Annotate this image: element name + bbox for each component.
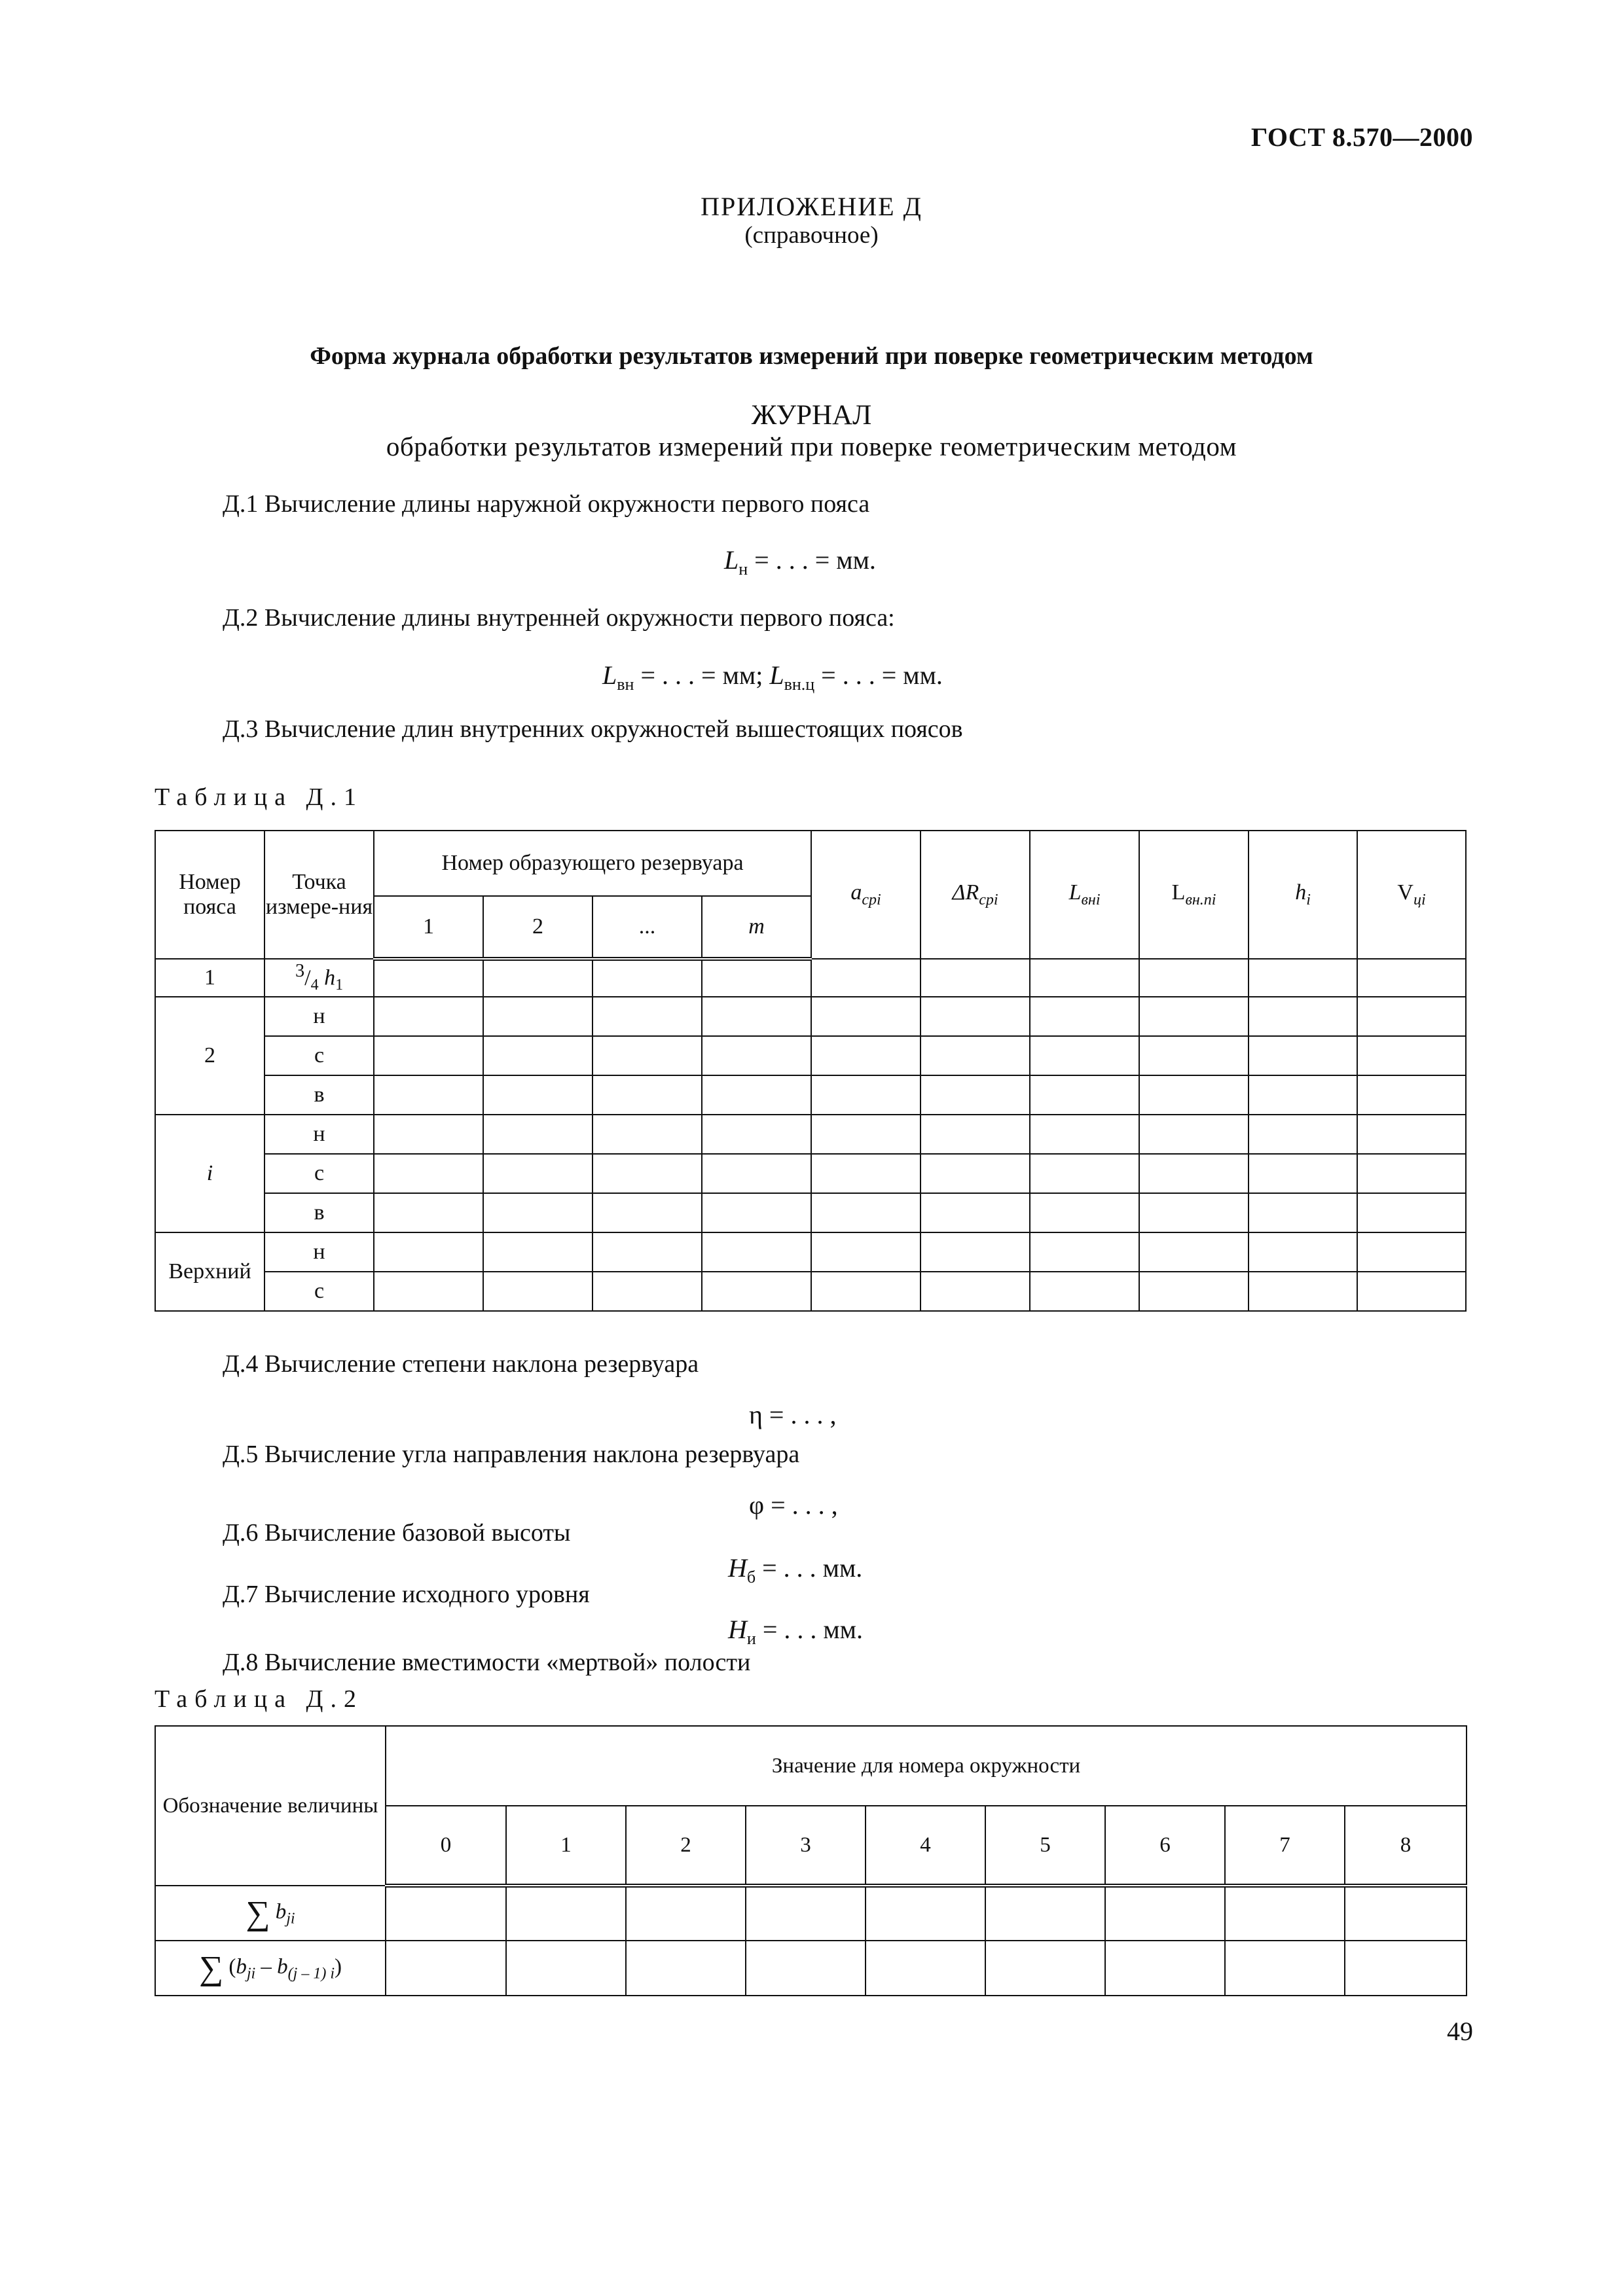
data-cell[interactable] [1357, 1272, 1466, 1311]
data-cell[interactable] [483, 1193, 593, 1232]
data-cell[interactable] [1357, 1193, 1466, 1232]
header-symbol: a [850, 880, 862, 905]
point-cell: н [264, 997, 374, 1036]
formula-symbol: L [724, 545, 739, 575]
data-cell[interactable] [1030, 1036, 1139, 1075]
formula-rest: = . . . мм. [756, 1553, 863, 1583]
data-cell[interactable] [374, 1272, 483, 1311]
formula-symbol: H [728, 1615, 747, 1644]
header-circle-col: 8 [1345, 1806, 1467, 1886]
data-cell[interactable] [483, 997, 593, 1036]
data-cell[interactable] [921, 997, 1030, 1036]
data-cell[interactable] [921, 1232, 1030, 1272]
header-generatrix-col: ... [593, 896, 702, 959]
formula-l-outer [724, 545, 876, 579]
page-number: 49 [1447, 2017, 1473, 2046]
quantity-sum-b-diff [155, 1941, 386, 1996]
data-cell[interactable] [1249, 959, 1357, 997]
header-circle-col: 7 [1225, 1806, 1345, 1886]
sum-symbol: ∑ [246, 1894, 270, 1932]
data-cell[interactable] [1030, 997, 1139, 1036]
data-cell[interactable] [593, 1154, 702, 1193]
data-cell[interactable] [866, 1886, 985, 1941]
data-cell[interactable] [1249, 1075, 1357, 1115]
header-h [1249, 831, 1357, 959]
data-cell[interactable] [921, 1115, 1030, 1154]
fraction-numerator: 3 [295, 961, 305, 982]
data-cell[interactable] [1139, 1075, 1249, 1115]
data-cell[interactable] [1249, 1232, 1357, 1272]
data-cell[interactable] [374, 1036, 483, 1075]
header-circle-col: 2 [626, 1806, 746, 1886]
header-circle-col: 5 [985, 1806, 1105, 1886]
belt-cell: 2 [155, 997, 264, 1115]
data-cell[interactable] [921, 1036, 1030, 1075]
appendix-subtitle: (справочное) [744, 222, 879, 249]
data-cell[interactable] [1139, 1115, 1249, 1154]
table2-caption: Таблица Д.2 [155, 1685, 363, 1713]
formula-subscript: н [739, 560, 748, 579]
data-cell[interactable] [1105, 1886, 1225, 1941]
data-cell[interactable] [1357, 997, 1466, 1036]
table1-caption: Таблица Д.1 [155, 783, 363, 811]
data-cell[interactable] [702, 1036, 811, 1075]
formula-phi: φ = . . . , [749, 1490, 838, 1520]
data-cell[interactable] [593, 997, 702, 1036]
point-cell: с [264, 1036, 374, 1075]
header-subscript: i [1306, 891, 1311, 908]
formula-rest: = . . . = мм. [814, 660, 943, 690]
formula-rest: = . . . = мм; [634, 660, 770, 690]
header-circle-col: 3 [746, 1806, 866, 1886]
data-cell[interactable] [1357, 1036, 1466, 1075]
data-cell[interactable] [921, 1272, 1030, 1311]
quantity-symbol: b [275, 1899, 287, 1924]
belt-cell: Верхний [155, 1232, 264, 1311]
data-cell[interactable] [593, 1272, 702, 1311]
header-belt-number: Номер пояса [155, 831, 264, 959]
standard-number: ГОСТ 8.570—2000 [1250, 122, 1473, 152]
data-cell[interactable] [1357, 1154, 1466, 1193]
point-cell: в [264, 1193, 374, 1232]
formula-l-inner [602, 660, 943, 694]
formula-h-base [728, 1552, 862, 1587]
data-cell[interactable] [374, 1075, 483, 1115]
paren-close: ) [335, 1954, 342, 1979]
formula-h-initial [728, 1614, 863, 1649]
journal-subtitle: обработки результатов измерений при поверке геометрическим методом [386, 431, 1237, 461]
data-cell[interactable] [811, 1036, 921, 1075]
formula-rest: = . . . = мм. [748, 545, 876, 575]
fraction-denominator: 4 [310, 977, 319, 994]
data-cell[interactable] [921, 1154, 1030, 1193]
formula-symbol: L [769, 660, 784, 690]
data-cell[interactable] [811, 1272, 921, 1311]
point-symbol: h [324, 965, 336, 990]
header-measure-point: Точка измере-ния [264, 831, 374, 959]
data-cell[interactable] [1357, 959, 1466, 997]
data-cell[interactable] [1139, 1036, 1249, 1075]
data-cell[interactable] [702, 1154, 811, 1193]
sum-symbol: ∑ [199, 1949, 224, 1987]
data-cell[interactable] [811, 1232, 921, 1272]
header-generatrix-col: 2 [483, 896, 593, 959]
data-cell[interactable] [1030, 1272, 1139, 1311]
data-cell[interactable] [483, 1232, 593, 1272]
data-cell[interactable] [483, 959, 593, 997]
header-subscript: цi [1413, 891, 1426, 908]
section-d1: Д.1 Вычисление длины наружной окружности первого пояса [223, 490, 870, 518]
data-cell[interactable] [374, 959, 483, 997]
data-cell[interactable] [811, 997, 921, 1036]
data-cell[interactable] [702, 1115, 811, 1154]
header-circle-values: Значение для номера окружности [386, 1726, 1467, 1806]
data-cell[interactable] [506, 1886, 626, 1941]
section-d5: Д.5 Вычисление угла направления наклона резервуара [223, 1441, 800, 1468]
formula-eta: η = . . . , [749, 1400, 837, 1429]
quantity-sum-b [155, 1886, 386, 1941]
data-cell[interactable] [374, 1154, 483, 1193]
form-title: Форма журнала обработки результатов измерений при поверке геометрическим методом [310, 342, 1313, 370]
data-cell[interactable] [483, 1075, 593, 1115]
header-a-cp [811, 831, 921, 959]
data-cell[interactable] [811, 1075, 921, 1115]
header-l-vn-p [1139, 831, 1249, 959]
data-cell[interactable] [374, 1115, 483, 1154]
data-cell[interactable] [1139, 1154, 1249, 1193]
data-cell[interactable] [593, 1193, 702, 1232]
data-cell[interactable] [1249, 1193, 1357, 1232]
data-cell[interactable] [1139, 1232, 1249, 1272]
header-circle-col: 0 [386, 1806, 506, 1886]
header-generatrix-number: Номер образующего резервуара [374, 831, 811, 896]
section-d6: Д.6 Вычисление базовой высоты [223, 1519, 571, 1547]
data-cell[interactable] [1357, 1115, 1466, 1154]
data-cell[interactable] [1139, 997, 1249, 1036]
data-cell[interactable] [1249, 1272, 1357, 1311]
quantity-subscript: ji [286, 1910, 295, 1928]
data-cell[interactable] [811, 1193, 921, 1232]
data-cell[interactable] [702, 997, 811, 1036]
quantity-symbol: b [236, 1954, 247, 1979]
data-cell[interactable] [483, 1036, 593, 1075]
header-delta-r [921, 831, 1030, 959]
point-cell: в [264, 1075, 374, 1115]
data-cell[interactable] [1249, 1036, 1357, 1075]
header-circle-col: 6 [1105, 1806, 1225, 1886]
paren-open: ( [223, 1954, 236, 1979]
data-cell[interactable] [746, 1941, 866, 1996]
point-cell: с [264, 1154, 374, 1193]
data-cell[interactable] [1030, 959, 1139, 997]
table-d2 [155, 1725, 1467, 1996]
data-cell[interactable] [746, 1886, 866, 1941]
point-cell: с [264, 1272, 374, 1311]
header-subscript: срi [862, 891, 881, 908]
data-cell[interactable] [593, 1115, 702, 1154]
data-cell[interactable] [921, 1193, 1030, 1232]
data-cell[interactable] [483, 1154, 593, 1193]
header-subscript: вн.пi [1185, 891, 1216, 908]
data-cell[interactable] [1225, 1941, 1345, 1996]
data-cell[interactable] [1139, 1272, 1249, 1311]
section-d2: Д.2 Вычисление длины внутренней окружности первого пояса: [223, 604, 895, 632]
data-cell[interactable] [702, 1232, 811, 1272]
header-symbol: ΔR [952, 880, 979, 905]
data-cell[interactable] [483, 1272, 593, 1311]
data-cell[interactable] [374, 1232, 483, 1272]
header-symbol: L [1171, 880, 1186, 905]
quantity-subscript: ji [246, 1965, 256, 1982]
data-cell[interactable] [1345, 1941, 1467, 1996]
formula-subscript: вн [617, 675, 634, 694]
data-cell[interactable] [1030, 1232, 1139, 1272]
data-cell[interactable] [593, 1232, 702, 1272]
data-cell[interactable] [1345, 1886, 1467, 1941]
data-cell[interactable] [374, 997, 483, 1036]
point-cell: $^3/_4$ $h_1$ [264, 959, 374, 997]
formula-subscript: и [746, 1629, 756, 1648]
point-subscript: 1 [335, 977, 344, 994]
header-symbol: L [1068, 880, 1082, 905]
formula-symbol: H [728, 1553, 747, 1583]
data-cell[interactable] [921, 959, 1030, 997]
header-circle-col: 4 [866, 1806, 985, 1886]
header-symbol: h [1295, 880, 1307, 905]
header-generatrix-col: m [702, 896, 811, 959]
formula-rest: = . . . мм. [756, 1615, 863, 1644]
header-v [1357, 831, 1466, 959]
data-cell[interactable] [386, 1941, 506, 1996]
appendix-title: ПРИЛОЖЕНИЕ Д [701, 192, 922, 221]
data-cell[interactable] [386, 1886, 506, 1941]
header-quantity: Обозначение величины [155, 1726, 386, 1886]
quantity-symbol: b [277, 1954, 288, 1979]
data-cell[interactable] [483, 1115, 593, 1154]
data-cell[interactable] [702, 1193, 811, 1232]
data-cell[interactable] [593, 1036, 702, 1075]
section-d3: Д.3 Вычисление длин внутренних окружностей вышестоящих поясов [223, 715, 963, 743]
section-d7: Д.7 Вычисление исходного уровня [223, 1581, 590, 1608]
data-cell[interactable] [985, 1941, 1105, 1996]
header-circle-col: 1 [506, 1806, 626, 1886]
header-subscript: срi [979, 891, 998, 908]
data-cell[interactable] [1105, 1941, 1225, 1996]
minus-sign: – [255, 1954, 278, 1979]
formula-subscript: б [746, 1568, 756, 1587]
data-cell[interactable] [702, 959, 811, 997]
data-cell[interactable] [1030, 1075, 1139, 1115]
data-cell[interactable] [1225, 1886, 1345, 1941]
data-cell[interactable] [702, 1075, 811, 1115]
quantity-subscript: (j – 1) i [287, 1965, 335, 1982]
data-cell[interactable] [811, 1154, 921, 1193]
data-cell[interactable] [374, 1193, 483, 1232]
point-cell: н [264, 1115, 374, 1154]
section-d8: Д.8 Вычисление вместимости «мертвой» полости [223, 1649, 751, 1676]
header-symbol: V [1397, 880, 1413, 905]
data-cell[interactable] [1030, 1115, 1139, 1154]
data-cell[interactable] [1139, 959, 1249, 997]
point-cell: н [264, 1232, 374, 1272]
header-generatrix-col: 1 [374, 896, 483, 959]
data-cell[interactable] [702, 1272, 811, 1311]
data-cell[interactable] [866, 1941, 985, 1996]
data-cell[interactable] [921, 1075, 1030, 1115]
data-cell[interactable] [626, 1941, 746, 1996]
header-subscript: внi [1081, 891, 1101, 908]
data-cell[interactable] [985, 1886, 1105, 1941]
data-cell[interactable] [811, 959, 921, 997]
data-cell[interactable] [1030, 1154, 1139, 1193]
journal-title: ЖУРНАЛ [751, 400, 872, 431]
data-cell[interactable] [626, 1886, 746, 1941]
belt-cell: 1 [155, 959, 264, 997]
data-cell[interactable] [1249, 1115, 1357, 1154]
data-cell[interactable] [811, 1115, 921, 1154]
section-d4: Д.4 Вычисление степени наклона резервуара [223, 1350, 699, 1378]
data-cell[interactable] [593, 959, 702, 997]
table-d1 [155, 830, 1467, 1312]
formula-symbol: L [602, 660, 617, 690]
data-cell[interactable] [1249, 997, 1357, 1036]
data-cell[interactable] [506, 1941, 626, 1996]
formula-subscript: вн.ц [784, 675, 815, 694]
data-cell[interactable] [1030, 1193, 1139, 1232]
data-cell[interactable] [593, 1075, 702, 1115]
header-l-vn [1030, 831, 1139, 959]
data-cell[interactable] [1357, 1232, 1466, 1272]
data-cell[interactable] [1357, 1075, 1466, 1115]
data-cell[interactable] [1139, 1193, 1249, 1232]
data-cell[interactable] [1249, 1154, 1357, 1193]
belt-cell: i [155, 1115, 264, 1232]
